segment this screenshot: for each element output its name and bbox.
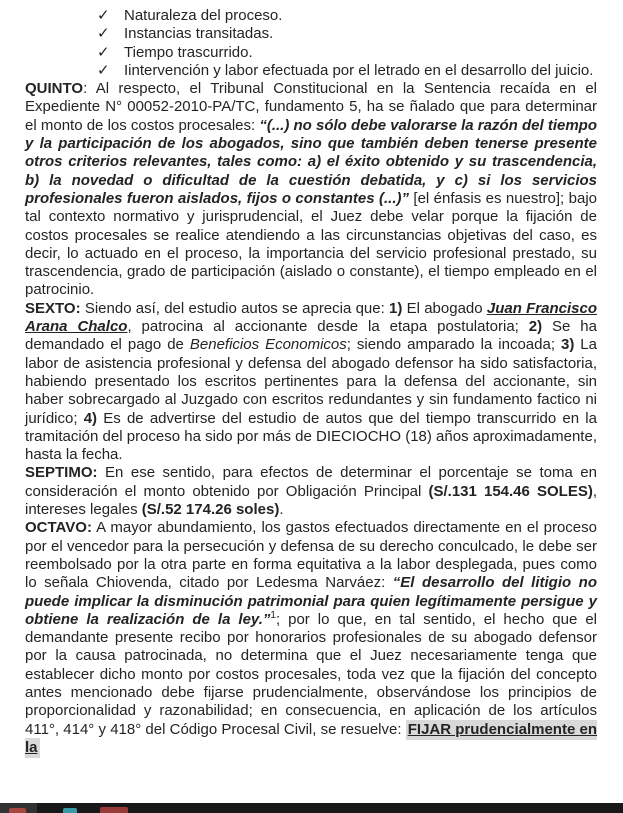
- paragraph-octavo: [25, 519, 597, 757]
- text-segment: Es de advertirse del estudio de autos que del tiempo transcurrido en la tramitación del proceso ha sido por más de DIECIOCHO (18) años aproximadamente, hasta la fecha.: [25, 409, 597, 464]
- text-segment: ; por lo que, en tal sentido, el hecho que el demandante presente recibo por honorarios profesionales de su abogado defensor por la causa patrocinada, no determina que el Juez necesariamente tenga que establecer dicho monto por costos procesales, toda vez que la fijación del concepto antes mencionado debe fijarse prudencialmente, observándose los principios de proporcionalidad y razonabilidad; en consecuencia, en aplicación de los artículos 411°, 414° y 418° del Código Procesal Civil, se resuelve:: [25, 610, 597, 738]
- text-segment: , patrocina al accionante desde la etapa postulatoria;: [127, 318, 529, 336]
- red-app-icon[interactable]: [9, 808, 26, 813]
- text-segment: A mayor abundamiento, los gastos efectuados directamente en el proceso por el vencedor para la persecución y defensa de su derecho conculcado, le debe ser reembolsado por la otra parte en forma equitativa a la labor desplegada, pues como lo señala Chiovenda, citado por Ledesma Narváez:: [25, 519, 597, 592]
- check-icon: ✓: [97, 61, 110, 79]
- text-segment: OCTAVO:: [25, 519, 92, 537]
- checklist-item: [97, 44, 597, 62]
- footnote-ref: 1: [270, 609, 276, 621]
- paragraph-septimo: [25, 464, 597, 519]
- paragraph-quinto: [25, 80, 597, 300]
- text-segment: (S/.52 174.26 soles): [141, 501, 280, 519]
- maroon-app-icon[interactable]: [100, 807, 128, 813]
- text-segment: En ese sentido, para efectos de determinar el porcentaje se toma en consideración el monto obtenido por Obligación Principal: [25, 464, 597, 500]
- teal-app-icon[interactable]: [63, 808, 77, 813]
- text-segment: FIJAR prudencialmente en la: [25, 720, 598, 756]
- checklist-item: [97, 25, 597, 43]
- text-segment: SEPTIMO:: [25, 464, 98, 482]
- text-segment: El abogado: [402, 299, 487, 317]
- checklist-item-label: Iintervención y labor efectuada por el letrado en el desarrollo del juicio.: [124, 61, 594, 79]
- text-segment: La labor de asistencia profesional y defensa del abogado defensor ha sido satisfactoria, habiendo presentado los escritos pertinentes para la defensa del accionante, sin haber sobrecargado al Juzgado con escritos redundantes y sin fundamento factico ni jurídico;: [25, 336, 597, 427]
- taskbar-icons: [0, 803, 623, 813]
- text-segment: 1): [389, 299, 403, 317]
- text-segment: : Al respecto, el Tribunal Constitucional en la Sentencia recaída en el Expediente N° 00052-2010-PA/TC, fundamento 5, ha se ñalado que para determinar el monto de los costos procesales:: [25, 80, 597, 134]
- document-body: [25, 80, 597, 757]
- taskbar: [0, 803, 623, 813]
- text-segment: “El desarrollo del litigio no puede implicar la disminución patrimonial para quien legítimamente persigue y obtiene la realización de la ley.”: [25, 574, 598, 628]
- text-segment: , intereses legales: [25, 482, 597, 519]
- text-segment: 4): [83, 409, 98, 427]
- checklist-item-label: Instancias transitadas.: [124, 25, 274, 43]
- text-segment: QUINTO: [25, 80, 84, 98]
- check-icon: ✓: [97, 43, 110, 61]
- criteria-checklist: [97, 7, 597, 80]
- text-segment: .: [279, 501, 284, 519]
- checklist-item-label: Tiempo trascurrido.: [124, 43, 253, 61]
- text-segment: SEXTO:: [25, 299, 81, 317]
- text-segment: “(...) no sólo debe valorarse la razón del tiempo y la participación de los abogados, sino que también deben tenerse presente otros criterios relevantes, tales como: a) el éxito obtenido y su trascendencia, b) la novedad o dificultad de la cuestión debatida, y c) si los servicios profesionales fueron aislados, fijos o constantes (...)”: [25, 116, 597, 207]
- text-segment: 2): [528, 318, 543, 336]
- text-segment: 3): [560, 336, 575, 354]
- paragraph-sexto: [25, 300, 597, 465]
- checklist-item: [97, 62, 597, 80]
- text-segment: [el énfasis es nuestro]; bajo tal contexto normativo y jurisprudencial, el Juez debe velar porque la fijación de costos procesales se realice atendiendo a las circunstancias objetivas del caso, es decir, lo actuado en el proceso, la importancia del servicio profesional prestado, su trascendencia, grado de participación (aislado o constante), el tiempo empleado en el patrocinio.: [25, 189, 597, 299]
- check-icon: ✓: [97, 25, 110, 43]
- checklist-item-label: Naturaleza del proceso.: [124, 7, 283, 24]
- checklist-item: [97, 7, 597, 25]
- text-segment: (S/.131 154.46 SOLES): [428, 482, 593, 500]
- text-segment: ; siendo amparado la incoada;: [346, 336, 561, 354]
- text-segment: Se ha demandado el pago de: [25, 318, 597, 354]
- text-segment: Beneficios Economicos: [189, 336, 347, 354]
- check-icon: ✓: [97, 7, 110, 24]
- text-segment: Siendo así, del estudio autos se aprecia que:: [80, 299, 390, 317]
- text-segment: Juan Francisco Arana Chalco: [25, 299, 597, 336]
